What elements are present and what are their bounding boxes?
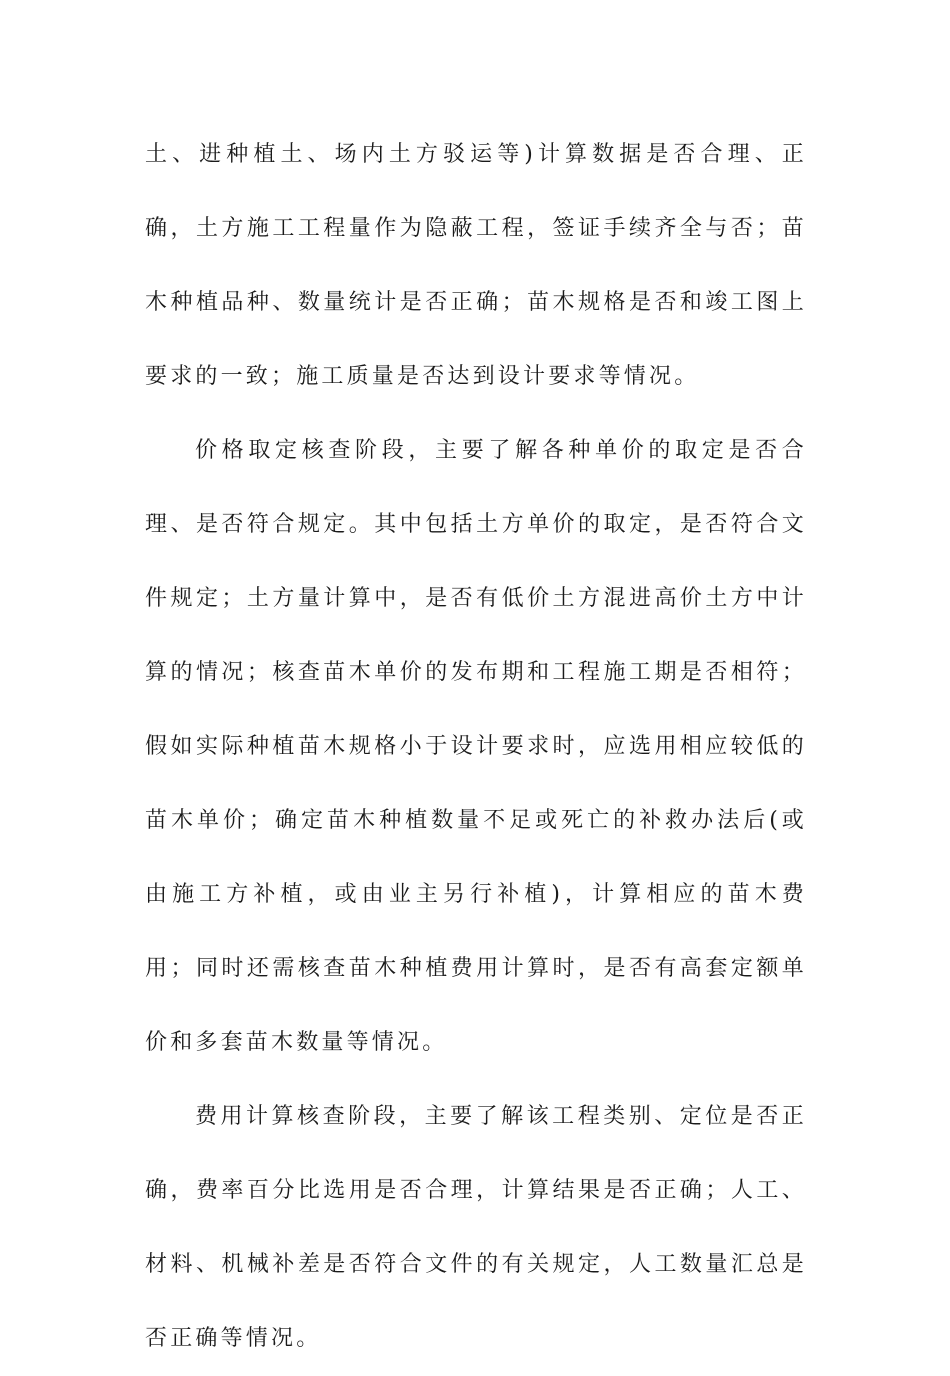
document-body	[145, 118, 807, 1376]
paragraph-1: 土、进种植土、场内土方驳运等)计算数据是否合理、正确，土方施工工程量作为隐蔽工程，签证手续齐全与否；苗木种植品种、数量统计是否正确；苗木规格是否和竣工图上要求的一致；施工质量是否达到设计要求等情况。	[145, 142, 807, 389]
paragraph-2: 价格取定核查阶段，主要了解各种单价的取定是否合理、是否符合规定。其中包括土方单价的取定，是否符合文件规定；土方量计算中，是否有低价土方混进高价土方中计算的情况；核查苗木单价的发布期和工程施工期是否相符；假如实际种植苗木规格小于设计要求时，应选用相应较低的苗木单价；确定苗木种植数量不足或死亡的补救办法后(或由施工方补植，或由业主另行补植)，计算相应的苗木费用；同时还需核查苗木种植费用计算时，是否有高套定额单价和多套苗木数量等情况。	[145, 438, 807, 1055]
paragraph-3: 费用计算核查阶段，主要了解该工程类别、定位是否正确，费率百分比选用是否合理，计算结果是否正确；人工、材料、机械补差是否符合文件的有关规定，人工数量汇总是否正确等情况。	[145, 1104, 807, 1351]
